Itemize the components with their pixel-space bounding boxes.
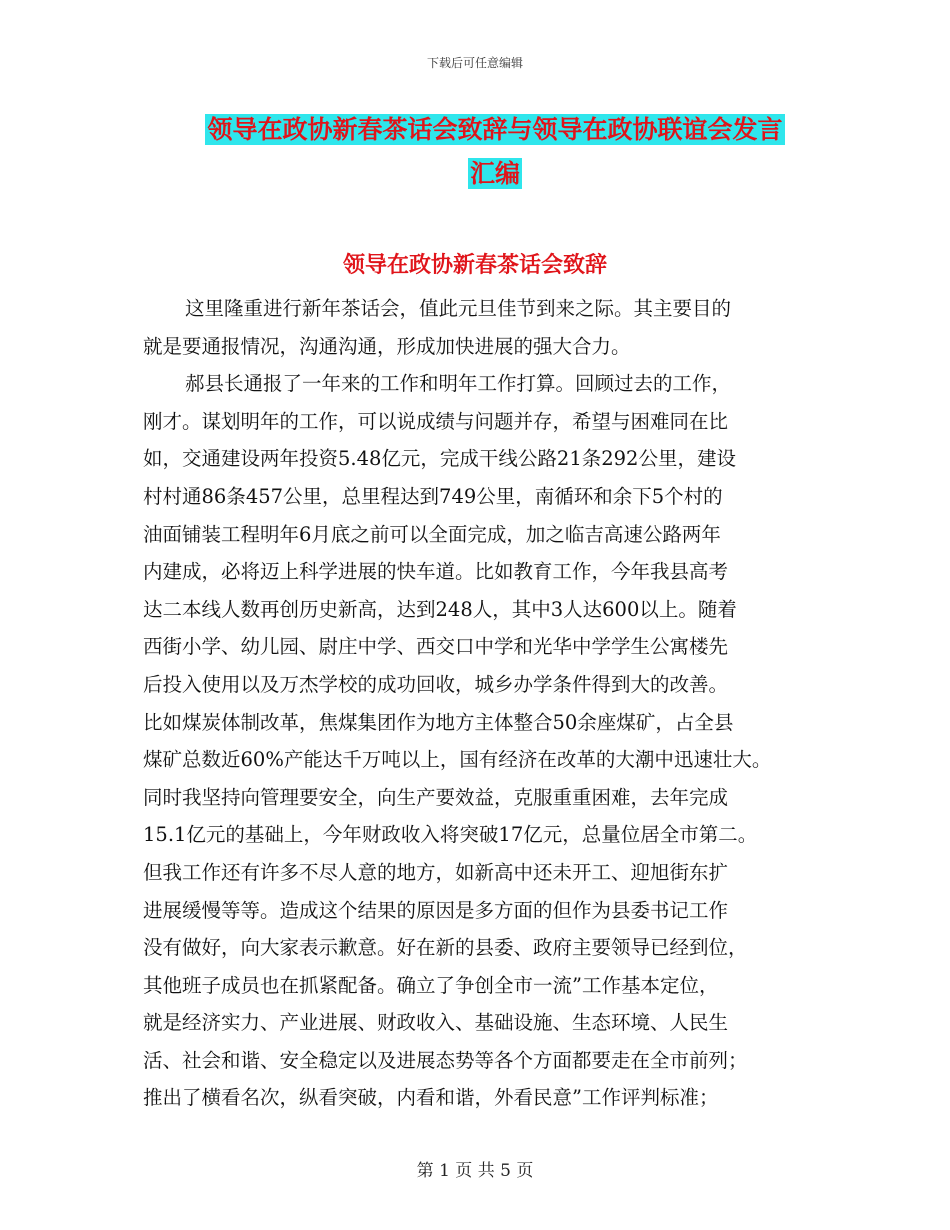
paragraph-line: 煤矿总数近60%产能达千万吨以上，国有经济在改革的大潮中迅速壮大。 (143, 748, 772, 772)
paragraph-line: 但我工作还有许多不尽人意的地方，如新高中还未开工、迎旭街东扩 (143, 860, 729, 884)
paragraph-line: 同时我坚持向管理要安全，向生产要效益，克服重重困难，去年完成 (143, 785, 729, 809)
document-title (145, 108, 845, 196)
header-note: 下载后可任意编辑 (426, 56, 523, 70)
paragraph-line: 后投入使用以及万杰学校的成功回收，城乡办学条件得到大的改善。 (143, 672, 729, 696)
paragraph-line: 油面铺装工程明年6月底之前可以全面完成，加之临吉高速公路两年 (143, 522, 721, 546)
paragraph-line: 其他班子成员也在抓紧配备。确立了争创全市一流”工作基本定位， (143, 973, 719, 997)
paragraph-line: 比如煤炭体制改革，焦煤集团作为地方主体整合50余座煤矿，占全县 (143, 710, 734, 734)
paragraph-line: 村村通86条457公里，总里程达到749公里，南循环和余下5个村的 (143, 484, 723, 508)
paragraph-line: 活、社会和谐、安全稳定以及进展态势等各个方面都要走在全市前列； (143, 1048, 748, 1072)
paragraph-line: 郝县长通报了一年来的工作和明年工作打算。回顾过去的工作， (185, 372, 732, 396)
paragraph-line: 进展缓慢等等。造成这个结果的原因是多方面的但作为县委书记工作 (143, 898, 729, 922)
paragraph-line: 内建成，必将迈上科学进展的快车道。比如教育工作，今年我县高考 (143, 560, 729, 584)
body-text (143, 290, 833, 1117)
paragraph-line: 就是经济实力、产业进展、财政收入、基础设施、生态环境、人民生 (143, 1011, 729, 1035)
paragraph-line: 就是要通报情况，沟通沟通，形成加快进展的强大合力。 (143, 334, 631, 358)
paragraph-line: 达二本线人数再创历史新高，达到248人，其中3人达600以上。随着 (143, 597, 737, 621)
paragraph-line: 推出了横看名次，纵看突破，内看和谐，外看民意”工作评判标准； (143, 1086, 719, 1110)
page-number: 第 1 页 共 5 页 (416, 1161, 534, 1181)
document-title-line-2: 汇编 (469, 159, 520, 188)
paragraph-line: 15.1亿元的基础上，今年财政收入将突破17亿元，总量位居全市第二。 (143, 823, 758, 847)
paragraph-line: 西街小学、幼儿园、尉庄中学、西交口中学和光华中学学生公寓楼先 (143, 635, 729, 659)
paragraph-line: 这里隆重进行新年茶话会，值此元旦佳节到来之际。其主要目的 (185, 297, 732, 320)
paragraph-line: 没有做好，向大家表示歉意。好在新的县委、政府主要领导已经到位， (143, 936, 748, 960)
paragraph-line: 如，交通建设两年投资5.48亿元，完成干线公路21条292公里，建设 (143, 447, 736, 471)
document-title-line-1: 领导在政协新春茶话会致辞与领导在政协联谊会发言 (207, 115, 783, 144)
paragraph-line: 刚才。谋划明年的工作，可以说成绩与问题并存，希望与困难同在比 (143, 409, 729, 433)
section-title: 领导在政协新春茶话会致辞 (342, 253, 607, 278)
